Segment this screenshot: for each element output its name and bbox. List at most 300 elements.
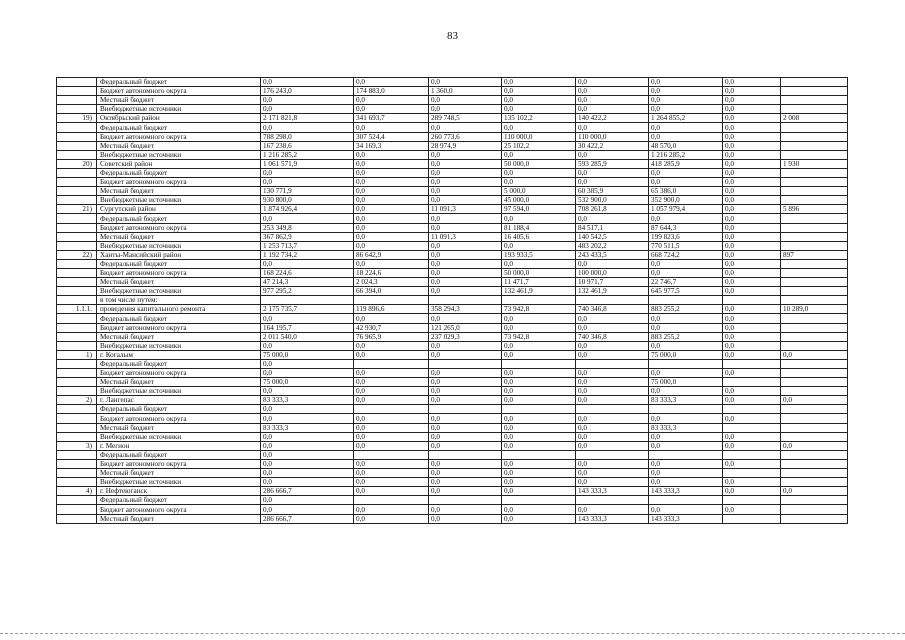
value-cell: 0,0 <box>781 350 848 359</box>
value-cell <box>781 369 848 378</box>
value-cell: 0,0 <box>261 496 354 505</box>
value-cell: 5 000,0 <box>502 187 576 196</box>
value-cell: 0,0 <box>429 387 502 396</box>
value-cell: 11 091,3 <box>429 205 502 214</box>
value-cell: 0,0 <box>502 378 576 387</box>
value-cell: 193 933,5 <box>502 250 576 259</box>
value-cell: 0,0 <box>502 387 576 396</box>
value-cell: 0,0 <box>723 178 781 187</box>
table-row <box>57 350 848 359</box>
value-cell: 0,0 <box>354 350 429 359</box>
value-cell <box>576 296 649 305</box>
row-index-cell: 20) <box>57 159 97 168</box>
value-cell: 0,0 <box>649 387 723 396</box>
page-number: 83 <box>447 30 458 42</box>
value-cell: 0,0 <box>723 241 781 250</box>
row-index-cell <box>57 259 97 268</box>
row-index-cell: 19) <box>57 114 97 123</box>
value-cell: 0,0 <box>723 87 781 96</box>
value-cell: 84 517,1 <box>576 223 649 232</box>
value-cell <box>723 514 781 523</box>
value-cell <box>354 450 429 459</box>
value-cell: 0,0 <box>354 187 429 196</box>
value-cell: 0,0 <box>576 123 649 132</box>
value-cell: 0,0 <box>649 168 723 177</box>
value-cell: 286 666,7 <box>261 514 354 523</box>
value-cell: 22 746,7 <box>649 278 723 287</box>
value-cell: 0,0 <box>261 178 354 187</box>
table-row <box>57 332 848 341</box>
value-cell <box>781 287 848 296</box>
value-cell: 0,0 <box>723 250 781 259</box>
row-label-cell: Федеральный бюджет <box>97 259 261 268</box>
value-cell: 0,0 <box>723 314 781 323</box>
row-index-cell <box>57 141 97 150</box>
row-index-cell: 3) <box>57 441 97 450</box>
value-cell: 286 666,7 <box>261 487 354 496</box>
value-cell: 199 823,6 <box>649 232 723 241</box>
value-cell: 0,0 <box>429 459 502 468</box>
value-cell: 0,0 <box>576 259 649 268</box>
value-cell: 25 102,2 <box>502 141 576 150</box>
value-cell: 0,0 <box>261 414 354 423</box>
table-row <box>57 250 848 259</box>
value-cell <box>723 496 781 505</box>
value-cell: 0,0 <box>354 223 429 232</box>
value-cell: 0,0 <box>723 78 781 87</box>
value-cell: 1 216 285,2 <box>649 150 723 159</box>
row-index-cell <box>57 332 97 341</box>
value-cell: 0,0 <box>723 150 781 159</box>
table-row <box>57 132 848 141</box>
value-cell: 0,0 <box>429 432 502 441</box>
value-cell: 0,0 <box>354 487 429 496</box>
value-cell <box>576 450 649 459</box>
value-cell: 0,0 <box>429 241 502 250</box>
budget-table-container <box>56 77 848 524</box>
value-cell <box>781 241 848 250</box>
value-cell: 0,0 <box>429 268 502 277</box>
value-cell: 352 900,0 <box>649 196 723 205</box>
row-label-cell: Федеральный бюджет <box>97 78 261 87</box>
value-cell: 0,0 <box>649 96 723 105</box>
value-cell: 0,0 <box>261 478 354 487</box>
value-cell <box>781 314 848 323</box>
row-label-cell: Местный бюджет <box>97 187 261 196</box>
value-cell: 0,0 <box>576 87 649 96</box>
value-cell: 0,0 <box>781 487 848 496</box>
value-cell: 0,0 <box>429 423 502 432</box>
value-cell <box>723 405 781 414</box>
value-cell: 119 896,6 <box>354 305 429 314</box>
value-cell: 0,0 <box>354 214 429 223</box>
value-cell: 977 295,2 <box>261 287 354 296</box>
row-index-cell <box>57 323 97 332</box>
value-cell <box>576 496 649 505</box>
value-cell <box>429 496 502 505</box>
value-cell: 50 000,0 <box>502 159 576 168</box>
value-cell: 0,0 <box>576 78 649 87</box>
value-cell: 45 000,0 <box>502 196 576 205</box>
value-cell: 30 422,2 <box>576 141 649 150</box>
value-cell: 0,0 <box>261 214 354 223</box>
row-label-cell: Советский район <box>97 159 261 168</box>
value-cell: 0,0 <box>649 87 723 96</box>
row-index-cell: 1) <box>57 350 97 359</box>
row-label-cell: Федеральный бюджет <box>97 359 261 368</box>
value-cell <box>781 278 848 287</box>
value-cell: 0,0 <box>261 469 354 478</box>
value-cell: 0,0 <box>723 159 781 168</box>
value-cell: 668 724,2 <box>649 250 723 259</box>
value-cell: 0,0 <box>576 441 649 450</box>
value-cell <box>781 459 848 468</box>
value-cell: 110 000,0 <box>576 132 649 141</box>
value-cell: 0,0 <box>261 314 354 323</box>
value-cell: 0,0 <box>429 259 502 268</box>
value-cell: 0,0 <box>723 459 781 468</box>
value-cell <box>781 196 848 205</box>
table-row <box>57 196 848 205</box>
value-cell: 0,0 <box>354 441 429 450</box>
value-cell: 0,0 <box>723 268 781 277</box>
value-cell: 0,0 <box>354 168 429 177</box>
value-cell <box>781 168 848 177</box>
value-cell: 0,0 <box>649 123 723 132</box>
row-label-cell: Местный бюджет <box>97 423 261 432</box>
value-cell: 0,0 <box>649 259 723 268</box>
value-cell: 0,0 <box>502 87 576 96</box>
value-cell: 883 255,2 <box>649 332 723 341</box>
row-label-cell: Внебюджетные источники <box>97 287 261 296</box>
value-cell: 0,0 <box>723 414 781 423</box>
row-label-cell: Местный бюджет <box>97 278 261 287</box>
value-cell: 110 000,0 <box>502 132 576 141</box>
table-row <box>57 168 848 177</box>
value-cell: 0,0 <box>261 168 354 177</box>
value-cell: 174 883,0 <box>354 87 429 96</box>
value-cell: 0,0 <box>576 432 649 441</box>
value-cell: 0,0 <box>576 105 649 114</box>
value-cell: 0,0 <box>649 178 723 187</box>
value-cell: 0,0 <box>723 168 781 177</box>
value-cell: 788 298,0 <box>261 132 354 141</box>
value-cell: 0,0 <box>354 232 429 241</box>
row-label-cell: Бюджет автономного округа <box>97 178 261 187</box>
value-cell: 1 057 979,4 <box>649 205 723 214</box>
value-cell: 645 977,5 <box>649 287 723 296</box>
value-cell: 883 255,2 <box>649 305 723 314</box>
value-cell: 0,0 <box>261 369 354 378</box>
value-cell: 140 542,5 <box>576 232 649 241</box>
row-index-cell <box>57 387 97 396</box>
row-index-cell <box>57 150 97 159</box>
row-label-cell: Бюджет автономного округа <box>97 369 261 378</box>
value-cell: 1 930 <box>781 159 848 168</box>
value-cell <box>781 78 848 87</box>
table-row <box>57 378 848 387</box>
table-row <box>57 459 848 468</box>
row-index-cell <box>57 432 97 441</box>
value-cell: 0,0 <box>723 387 781 396</box>
value-cell: 0,0 <box>576 214 649 223</box>
value-cell <box>781 432 848 441</box>
value-cell: 73 942,8 <box>502 332 576 341</box>
value-cell: 76 965,9 <box>354 332 429 341</box>
row-index-cell <box>57 178 97 187</box>
value-cell: 0,0 <box>354 387 429 396</box>
value-cell: 0,0 <box>723 259 781 268</box>
value-cell <box>649 450 723 459</box>
row-index-cell <box>57 314 97 323</box>
value-cell <box>781 332 848 341</box>
row-index-cell <box>57 187 97 196</box>
row-index-cell <box>57 378 97 387</box>
value-cell: 0,0 <box>723 478 781 487</box>
row-index-cell <box>57 132 97 141</box>
row-label-cell: Бюджет автономного округа <box>97 268 261 277</box>
table-row <box>57 432 848 441</box>
value-cell: 0,0 <box>576 150 649 159</box>
value-cell <box>781 259 848 268</box>
table-row <box>57 441 848 450</box>
table-row <box>57 96 848 105</box>
value-cell: 143 333,3 <box>649 487 723 496</box>
row-index-cell <box>57 268 97 277</box>
value-cell: 2 011 540,0 <box>261 332 354 341</box>
value-cell: 0,0 <box>576 478 649 487</box>
value-cell: 130 771,9 <box>261 187 354 196</box>
row-index-cell: 21) <box>57 205 97 214</box>
value-cell: 0,0 <box>502 259 576 268</box>
value-cell <box>649 496 723 505</box>
row-index-cell <box>57 168 97 177</box>
value-cell <box>429 359 502 368</box>
row-index-cell <box>57 341 97 350</box>
row-index-cell <box>57 278 97 287</box>
row-label-cell: Внебюджетные источники <box>97 387 261 396</box>
row-label-cell: Местный бюджет <box>97 232 261 241</box>
value-cell: 0,0 <box>723 369 781 378</box>
row-label-cell: г. Нефтеюганск <box>97 487 261 496</box>
row-index-cell <box>57 414 97 423</box>
table-row <box>57 259 848 268</box>
value-cell: 0,0 <box>723 96 781 105</box>
row-label-cell: Октябрьский район <box>97 114 261 123</box>
row-index-cell <box>57 469 97 478</box>
value-cell: 0,0 <box>429 178 502 187</box>
value-cell: 73 942,8 <box>502 305 576 314</box>
value-cell: 1 192 734,2 <box>261 250 354 259</box>
value-cell: 47 214,3 <box>261 278 354 287</box>
value-cell: 0,0 <box>502 350 576 359</box>
value-cell: 0,0 <box>649 268 723 277</box>
row-index-cell <box>57 96 97 105</box>
value-cell <box>354 359 429 368</box>
value-cell: 0,0 <box>261 96 354 105</box>
value-cell: 0,0 <box>723 305 781 314</box>
value-cell <box>354 296 429 305</box>
value-cell: 930 800,0 <box>261 196 354 205</box>
value-cell: 0,0 <box>502 241 576 250</box>
value-cell: 0,0 <box>723 487 781 496</box>
value-cell: 0,0 <box>723 287 781 296</box>
value-cell: 897 <box>781 250 848 259</box>
value-cell <box>781 359 848 368</box>
value-cell: 0,0 <box>576 341 649 350</box>
value-cell: 253 349,8 <box>261 223 354 232</box>
value-cell: 60 385,9 <box>576 187 649 196</box>
value-cell: 0,0 <box>502 478 576 487</box>
table-row <box>57 450 848 459</box>
value-cell <box>781 223 848 232</box>
value-cell: 143 333,3 <box>576 514 649 523</box>
value-cell: 307 524,4 <box>354 132 429 141</box>
value-cell <box>781 423 848 432</box>
value-cell: 0,0 <box>723 223 781 232</box>
value-cell: 0,0 <box>723 123 781 132</box>
row-label-cell: Федеральный бюджет <box>97 168 261 177</box>
value-cell: 260 773,6 <box>429 132 502 141</box>
value-cell: 42 930,7 <box>354 323 429 332</box>
value-cell: 0,0 <box>723 105 781 114</box>
row-index-cell <box>57 123 97 132</box>
row-index-cell <box>57 405 97 414</box>
table-row <box>57 496 848 505</box>
table-row <box>57 241 848 250</box>
value-cell: 0,0 <box>429 96 502 105</box>
row-label-cell: Федеральный бюджет <box>97 123 261 132</box>
value-cell: 132 461,9 <box>502 287 576 296</box>
table-row <box>57 341 848 350</box>
value-cell: 0,0 <box>576 168 649 177</box>
row-label-cell: Ханты-Мансийский район <box>97 250 261 259</box>
value-cell: 34 169,3 <box>354 141 429 150</box>
value-cell <box>723 469 781 478</box>
table-row <box>57 287 848 296</box>
row-index-cell <box>57 287 97 296</box>
value-cell: 0,0 <box>723 132 781 141</box>
value-cell: 0,0 <box>429 105 502 114</box>
value-cell <box>429 450 502 459</box>
value-cell: 0,0 <box>354 514 429 523</box>
value-cell: 0,0 <box>502 487 576 496</box>
value-cell: 75 000,0 <box>649 378 723 387</box>
row-label-cell: Внебюджетные источники <box>97 478 261 487</box>
value-cell: 11 091,3 <box>429 232 502 241</box>
row-label-cell: Бюджет автономного округа <box>97 87 261 96</box>
value-cell: 0,0 <box>502 96 576 105</box>
table-row <box>57 514 848 523</box>
row-index-cell <box>57 78 97 87</box>
value-cell: 0,0 <box>781 441 848 450</box>
value-cell: 0,0 <box>429 414 502 423</box>
value-cell: 140 422,2 <box>576 114 649 123</box>
row-index-cell <box>57 496 97 505</box>
value-cell: 0,0 <box>649 132 723 141</box>
value-cell: 0,0 <box>576 350 649 359</box>
value-cell: 16 405,6 <box>502 232 576 241</box>
value-cell: 0,0 <box>354 369 429 378</box>
table-row <box>57 296 848 305</box>
value-cell: 0,0 <box>429 150 502 159</box>
value-cell: 0,0 <box>429 505 502 514</box>
row-label-cell: г. Мегион <box>97 441 261 450</box>
value-cell <box>781 469 848 478</box>
value-cell: 143 333,3 <box>649 514 723 523</box>
value-cell <box>502 296 576 305</box>
value-cell <box>781 496 848 505</box>
row-label-cell: Федеральный бюджет <box>97 496 261 505</box>
value-cell <box>576 359 649 368</box>
table-row <box>57 78 848 87</box>
value-cell <box>576 405 649 414</box>
value-cell: 0,0 <box>354 505 429 514</box>
value-cell: 0,0 <box>429 396 502 405</box>
value-cell <box>781 141 848 150</box>
value-cell: 0,0 <box>261 123 354 132</box>
value-cell <box>781 323 848 332</box>
value-cell: 0,0 <box>429 369 502 378</box>
value-cell: 83 333,3 <box>649 423 723 432</box>
value-cell: 0,0 <box>429 287 502 296</box>
value-cell: 0,0 <box>723 441 781 450</box>
value-cell: 0,0 <box>261 459 354 468</box>
value-cell <box>781 178 848 187</box>
value-cell: 97 594,0 <box>502 205 576 214</box>
value-cell <box>354 496 429 505</box>
value-cell <box>502 496 576 505</box>
row-label-cell: Внебюджетные источники <box>97 105 261 114</box>
value-cell <box>781 478 848 487</box>
table-row <box>57 469 848 478</box>
value-cell: 18 224,6 <box>354 268 429 277</box>
value-cell: 87 644,3 <box>649 223 723 232</box>
value-cell: 0,0 <box>576 423 649 432</box>
table-row <box>57 387 848 396</box>
value-cell: 83 333,3 <box>649 396 723 405</box>
table-row <box>57 87 848 96</box>
value-cell <box>781 214 848 223</box>
value-cell: 0,0 <box>723 432 781 441</box>
value-cell: 0,0 <box>723 505 781 514</box>
value-cell: 10 289,0 <box>781 305 848 314</box>
table-row <box>57 478 848 487</box>
value-cell: 0,0 <box>502 423 576 432</box>
row-label-cell: Бюджет автономного округа <box>97 132 261 141</box>
value-cell: 0,0 <box>429 350 502 359</box>
value-cell: 0,0 <box>502 369 576 378</box>
value-cell: 0,0 <box>723 332 781 341</box>
value-cell <box>502 405 576 414</box>
value-cell: 0,0 <box>723 196 781 205</box>
value-cell: 0,0 <box>429 378 502 387</box>
row-index-cell: 2) <box>57 396 97 405</box>
value-cell <box>781 187 848 196</box>
value-cell <box>781 296 848 305</box>
table-row <box>57 150 848 159</box>
value-cell: 28 974,9 <box>429 141 502 150</box>
value-cell: 0,0 <box>354 159 429 168</box>
value-cell: 50 000,0 <box>502 268 576 277</box>
value-cell: 0,0 <box>723 396 781 405</box>
value-cell: 0,0 <box>429 341 502 350</box>
value-cell: 0,0 <box>429 478 502 487</box>
value-cell: 0,0 <box>429 123 502 132</box>
table-row <box>57 487 848 496</box>
row-label-cell: Внебюджетные источники <box>97 150 261 159</box>
value-cell <box>781 405 848 414</box>
